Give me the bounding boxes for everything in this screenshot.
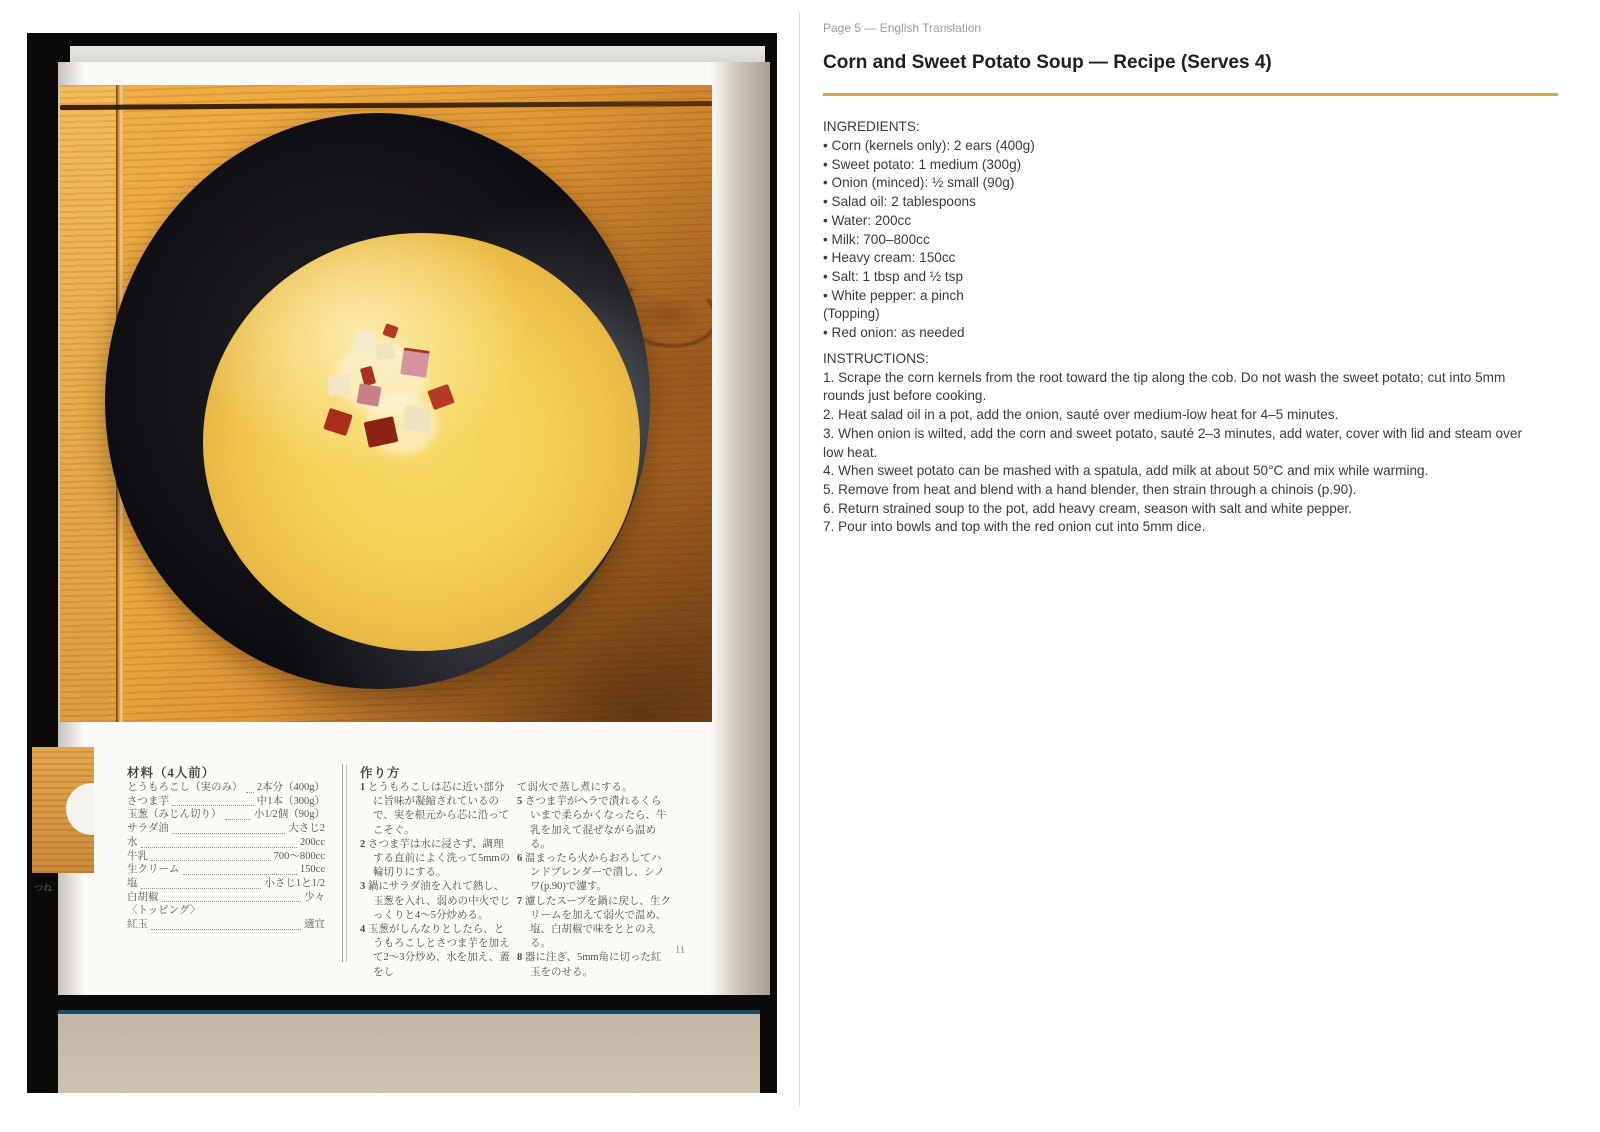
ingredient-line: (Topping) <box>823 306 880 322</box>
ingredient-line: • Salt: 1 tbsp and ½ tsp <box>823 268 964 284</box>
jp-ingredients-list <box>127 781 325 932</box>
jp-ingredient-row: 牛乳 700〜800cc <box>127 850 325 862</box>
instructions-list <box>823 369 1530 537</box>
ingredient-line: • Milk: 700–800cc <box>823 231 930 247</box>
left-page-caption: つね <box>34 883 53 893</box>
jp-ingredient-row: 紅玉 適宜 <box>127 919 325 931</box>
ingredient-line: • Onion (minced): ½ small (90g) <box>823 175 1015 191</box>
translation-panel <box>823 0 1530 537</box>
ingredients-list <box>823 137 1530 343</box>
panel-divider <box>799 12 800 1107</box>
soup-photo <box>60 85 712 722</box>
instruction-step: 1. Scrape the corn kernels from the root toward the tip along the cob. Do not wash the sweet potato; cut into 5mm rounds just before cooking. <box>823 369 1506 404</box>
jp-section-divider <box>342 764 347 962</box>
book-scan <box>27 33 777 1093</box>
wood-groove <box>60 101 712 110</box>
jp-step: て弱火で蒸し煮にする。 <box>517 782 633 793</box>
jp-step: 8 器に注ぎ、5mm角に切った紅玉をのせる。 <box>517 952 662 978</box>
jp-ingredient-row: 塩 小さじ1と1/2 <box>127 877 325 889</box>
jp-ingredient-row: サラダ油 大さじ2 <box>127 823 325 835</box>
jp-ingredient-row: とうもろこし（実のみ） 2本分（400g） <box>127 782 325 793</box>
ingredient-line: • Salad oil: 2 tablespoons <box>823 194 976 210</box>
left-page-photo-sliver <box>32 747 94 873</box>
recipe-title: Corn and Sweet Potato Soup — Recipe (Serves 4) <box>823 52 1272 73</box>
jp-ingredient-row: 玉葱（みじん切り） 小1/2個（90g） <box>127 809 325 821</box>
instruction-step: 5. Remove from heat and blend with a hand blender, then strain through a chinois (p.90). <box>823 481 1357 497</box>
jp-step: 4 玉葱がしんなりとしたら、とうもろこしとさつま芋を加えて2〜3分炒め、水を加え、蓋をし <box>360 924 510 978</box>
jp-step: 7 濾したスープを鍋に戻し、生クリームを加えて弱火で温め、塩、白胡椒で味をととのえる。 <box>517 895 671 950</box>
gold-rule <box>823 93 1558 96</box>
jp-ingredient-row: 白胡椒 少々 <box>127 891 325 903</box>
jp-ingredient-row: 〈トッピング〉 <box>127 905 201 917</box>
book-page-number: 11 <box>675 945 686 956</box>
jp-steps-column-1 <box>360 781 514 980</box>
page-right-margin-shadow <box>710 62 770 995</box>
jp-step: 6 温まったら火からおろしてハンドブレンダーで潰し、シノワ(p.90)で濾す。 <box>517 853 665 893</box>
jp-ingredients-header: 材料（4人前） <box>127 766 216 780</box>
soup-topping-dice <box>318 323 454 469</box>
ingredient-line: • Heavy cream: 150cc <box>823 250 956 266</box>
page-kicker: Page 5 — English Translation <box>823 21 982 35</box>
jp-ingredient-row: 水 200cc <box>127 836 325 848</box>
instruction-step: 6. Return strained soup to the pot, add heavy cream, season with salt and white pepper. <box>823 500 1352 516</box>
ingredient-line: • Corn (kernels only): 2 ears (400g) <box>823 138 1035 153</box>
left-page-plate-partial <box>66 783 94 835</box>
ingredient-line: • Sweet potato: 1 medium (300g) <box>823 156 1022 172</box>
ingredients-header: INGREDIENTS: <box>823 119 920 134</box>
book-cover-bottom <box>58 1014 760 1093</box>
jp-ingredient-row: さつま芋 中1本（300g） <box>127 795 325 807</box>
instructions-header: INSTRUCTIONS: <box>823 350 929 366</box>
jp-ingredient-row: 生クリーム 150cc <box>127 864 325 876</box>
ingredient-line: • Water: 200cc <box>823 212 912 228</box>
ingredient-line: • Red onion: as needed <box>823 325 965 341</box>
ingredient-line: • White pepper: a pinch <box>823 287 964 303</box>
jp-steps-column-2 <box>517 781 671 980</box>
instruction-step: 2. Heat salad oil in a pot, add the onion, sauté over medium-low heat for 4–5 minutes. <box>823 407 1339 423</box>
jp-steps-header: 作り方 <box>360 766 401 780</box>
instruction-step: 4. When sweet potato can be mashed with a spatula, add milk at about 50°C and mix while warming. <box>823 463 1429 479</box>
instruction-step: 3. When onion is wilted, add the corn and sweet potato, sauté 2–3 minutes, add water, cover with lid and steam over low heat. <box>823 425 1522 460</box>
jp-step: 5 さつま芋がヘラで潰れるくらいまで柔らかくなったら、牛乳を加えて混ぜながら温める。 <box>517 796 667 850</box>
jp-step: 3 鍋にサラダ油を入れて熱し、玉葱を入れ、弱めの中火でじっくりと4〜5分炒める。 <box>360 881 511 921</box>
jp-step: 1 とうもろこしは芯に近い部分に旨味が凝縮されているので、実を根元から芯に沿ってこそぐ。 <box>360 782 510 836</box>
jp-step: 2 さつま芋は水に浸さず、調理する直前によく洗って5mmの輪切りにする。 <box>360 838 511 879</box>
instruction-step: 7. Pour into bowls and top with the red onion cut into 5mm dice. <box>823 519 1206 535</box>
